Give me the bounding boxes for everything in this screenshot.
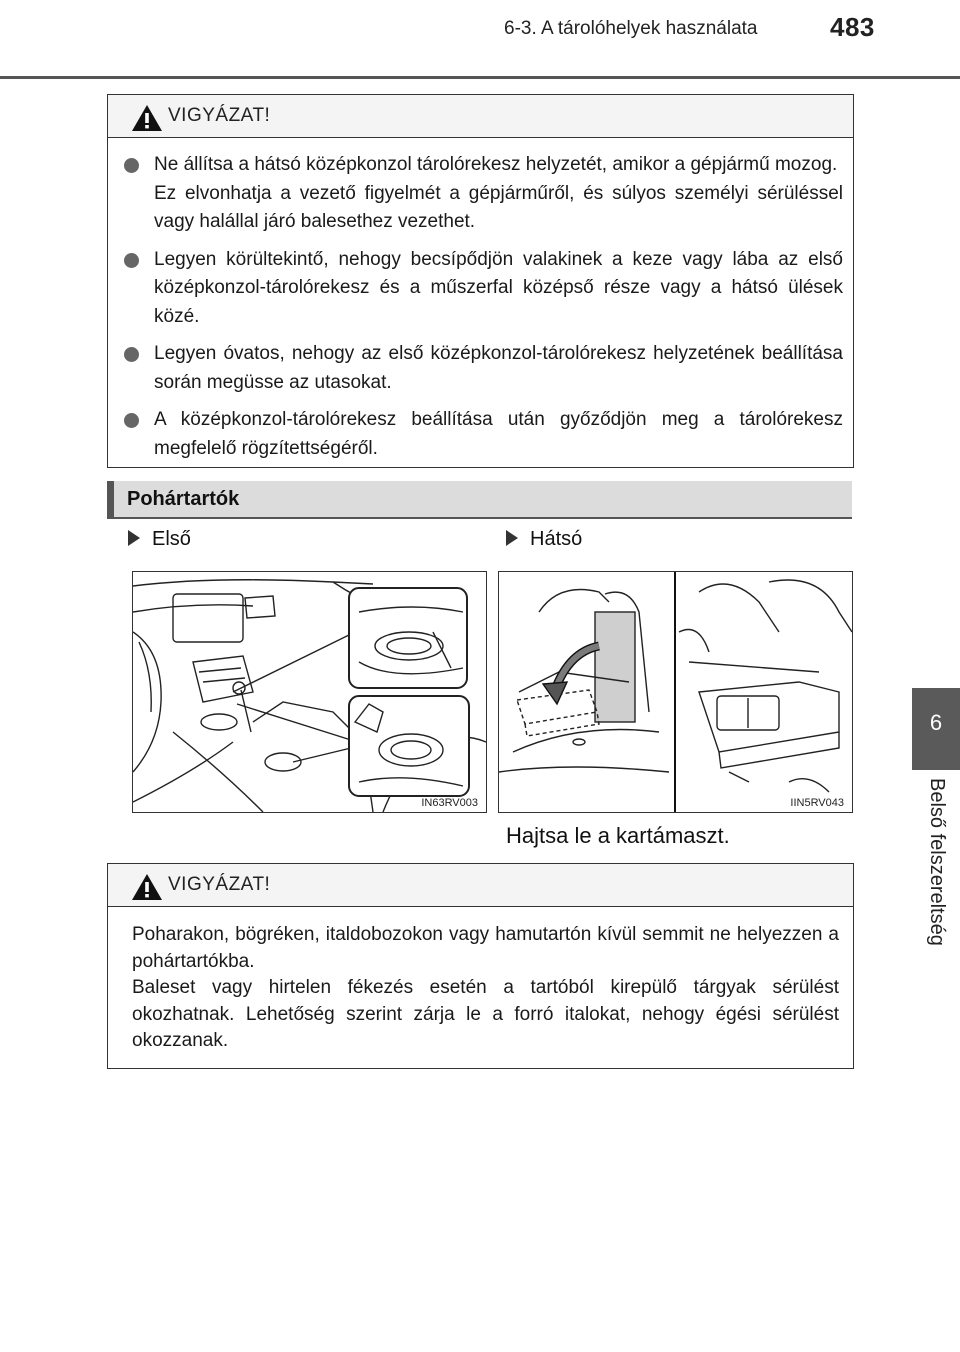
caution-title: VIGYÁZAT!: [168, 874, 271, 895]
caution-body: [132, 922, 839, 1055]
page-number: 483: [830, 12, 875, 42]
caution-body-text: Baleset vagy hirtelen fékezés esetén a tartóból kirepülő tárgyak sérülést okozhatnak. Lehetőség szerint zárja le a forró italokat, nehogy égési sérülést okozzanak.: [132, 977, 839, 1051]
bullet-icon: [124, 413, 139, 428]
caution-list: [124, 151, 843, 472]
arrow-right-icon: [128, 530, 140, 546]
bullet-icon: [124, 158, 139, 173]
rear-label: [506, 528, 582, 551]
list-item: [124, 151, 843, 237]
running-header: 6-3. A tárolóhelyek használata: [504, 18, 758, 39]
list-item: [124, 340, 843, 397]
list-item-text: Ne állítsa a hátsó középkonzol tárolórekesz helyzetét, amikor a gépjármű mozog.: [154, 154, 838, 175]
figure-code: IIN5RV043: [790, 797, 844, 809]
section-title: Pohártartók: [127, 488, 240, 510]
list-item-text: Legyen óvatos, nehogy az első középkonzol-tárolórekesz helyzetének beállítása során megüsse az utasokat.: [154, 343, 843, 393]
list-item: [124, 246, 843, 332]
chapter-title: Belső felszereltség: [926, 778, 948, 946]
list-item-text: A középkonzol-tárolórekesz beállítása után győződjön meg a tárolórekesz megfelelő rögzítettségéről.: [154, 409, 843, 459]
warning-triangle-icon: [130, 103, 164, 133]
header-rule: [0, 76, 960, 79]
figure-code: IN63RV003: [421, 797, 478, 809]
list-item-text: Ez elvonhatja a vezető figyelmét a gépjárműről, és súlyos személyi sérüléssel vagy halállal járó balesethez vezethet.: [154, 182, 843, 232]
caution-body-text: Poharakon, bögréken, italdobozokon vagy hamutartón kívül semmit ne helyezzen a pohártartókba.: [132, 924, 839, 972]
caution-header: [108, 864, 853, 907]
caution-box-top: [107, 94, 854, 468]
bullet-icon: [124, 253, 139, 268]
rear-cupholder-illustration: [498, 571, 853, 813]
front-label: [128, 528, 191, 551]
chapter-tab: [912, 688, 960, 770]
caution-title: VIGYÁZAT!: [168, 105, 271, 126]
caution-box-bottom: [107, 863, 854, 1069]
section-accent: [107, 481, 114, 517]
front-cupholder-drawing: [133, 572, 486, 812]
caution-header: [108, 95, 853, 138]
list-item: [124, 406, 843, 463]
arrow-right-icon: [506, 530, 518, 546]
rear-label-text: Hátsó: [530, 528, 583, 550]
front-label-text: Első: [152, 528, 191, 550]
warning-triangle-icon: [130, 872, 164, 902]
rear-caption: Hajtsa le a kartámaszt.: [506, 823, 730, 848]
bullet-icon: [124, 347, 139, 362]
front-cupholder-illustration: [132, 571, 487, 813]
rear-cupholder-drawing: [499, 572, 852, 812]
chapter-number: 6: [929, 710, 943, 735]
section-header: [107, 481, 852, 519]
list-item-text: Legyen körültekintő, nehogy becsípődjön valakinek a keze vagy lába az első középkonzol-tárolórekesz és a műszerfal középső része vagy a hátsó ülések közé.: [154, 248, 843, 327]
